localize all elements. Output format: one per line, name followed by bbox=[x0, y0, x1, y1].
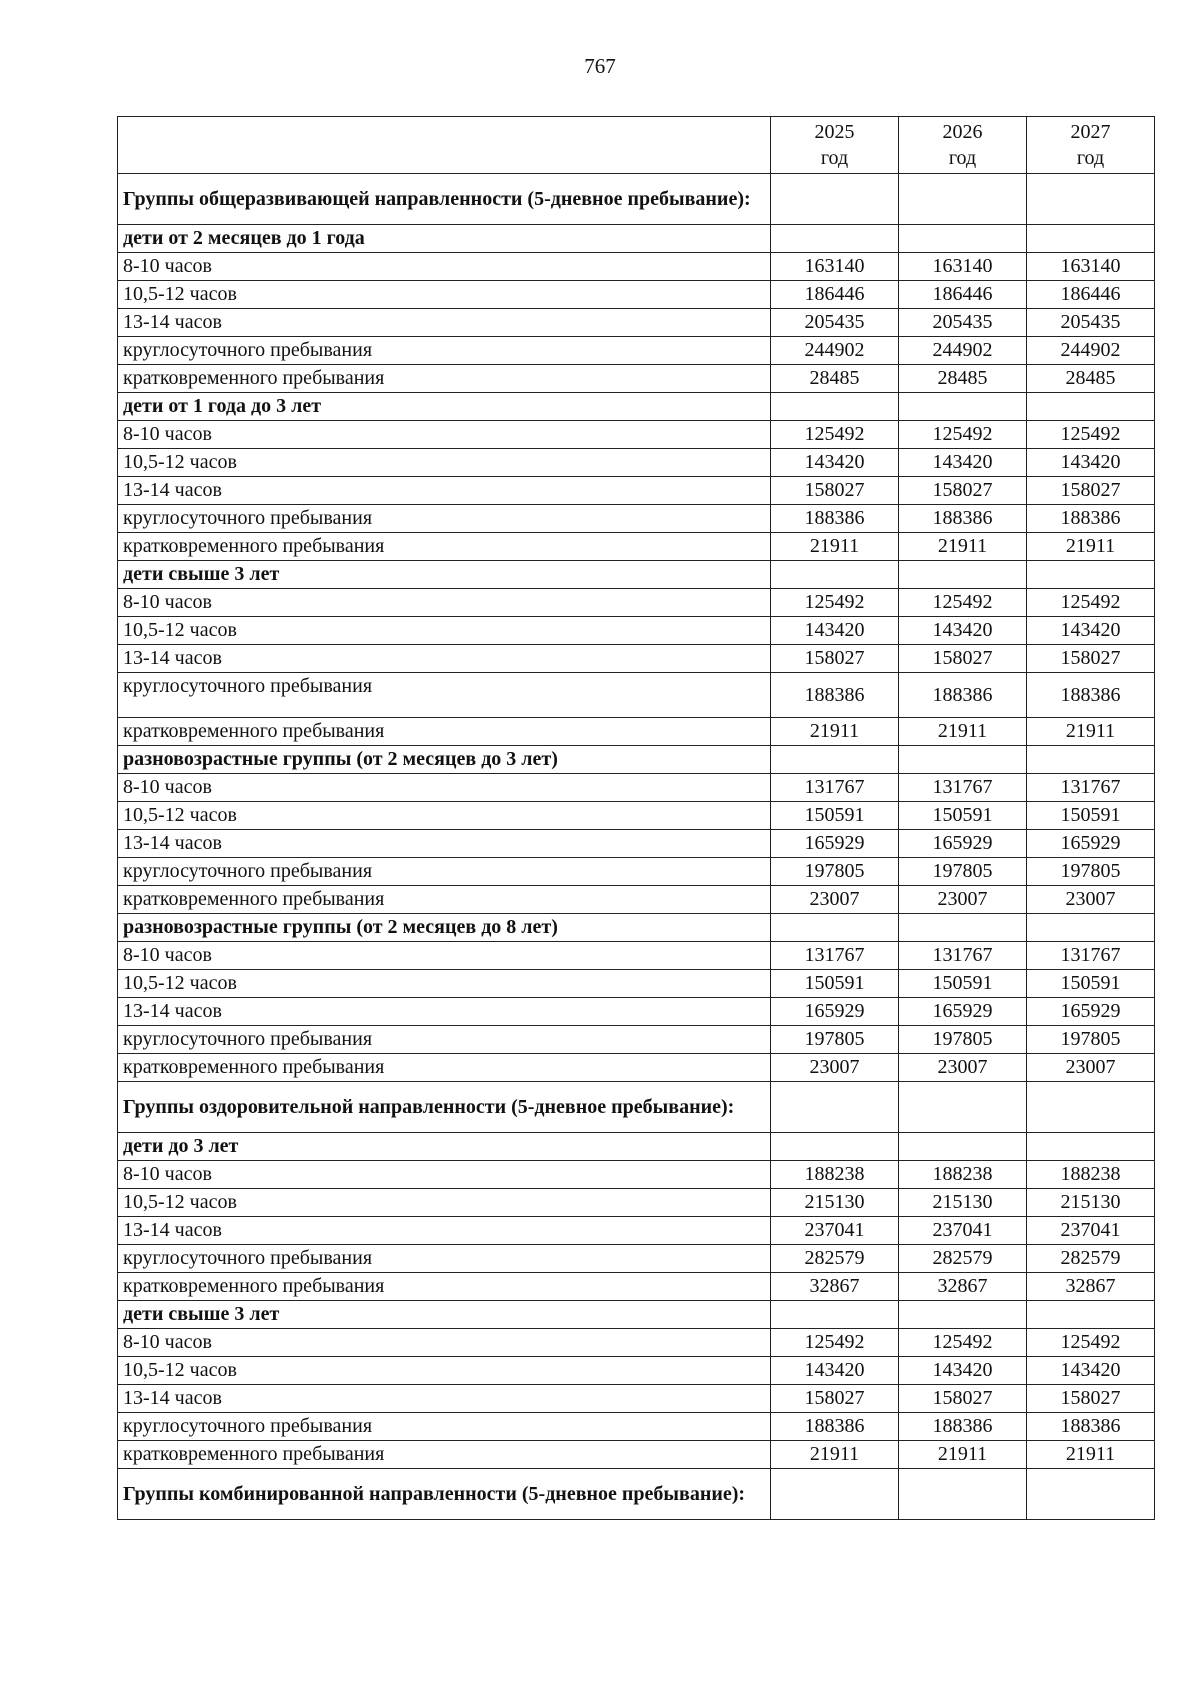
value-cell: 125492 bbox=[771, 421, 899, 449]
value-cell: 163140 bbox=[1027, 253, 1155, 281]
header-label-cell bbox=[118, 117, 771, 174]
value-cell: 143420 bbox=[771, 1357, 899, 1385]
value-cell: 188386 bbox=[1027, 673, 1155, 718]
table-row bbox=[118, 505, 1155, 533]
value-cell: 197805 bbox=[1027, 1026, 1155, 1054]
header-year: 2027 bbox=[1070, 121, 1111, 143]
header-row bbox=[118, 117, 1155, 174]
value-cell: 188386 bbox=[899, 1413, 1027, 1441]
value-cell: 188386 bbox=[771, 673, 899, 718]
row-label: 8-10 часов bbox=[118, 774, 771, 802]
value-cell: 163140 bbox=[771, 253, 899, 281]
row-label: 8-10 часов bbox=[118, 589, 771, 617]
value-cell: 125492 bbox=[899, 1329, 1027, 1357]
header-year-unit: год bbox=[820, 147, 849, 169]
table-row bbox=[118, 365, 1155, 393]
empty-cell bbox=[771, 1133, 899, 1161]
empty-cell bbox=[899, 746, 1027, 774]
table-row bbox=[118, 533, 1155, 561]
table-row bbox=[118, 449, 1155, 477]
empty-cell bbox=[899, 914, 1027, 942]
value-cell: 237041 bbox=[771, 1217, 899, 1245]
table-row bbox=[118, 1413, 1155, 1441]
value-cell: 28485 bbox=[771, 365, 899, 393]
table-row bbox=[118, 1273, 1155, 1301]
value-cell: 188238 bbox=[771, 1161, 899, 1189]
table-row bbox=[118, 1026, 1155, 1054]
empty-cell bbox=[899, 561, 1027, 589]
value-cell: 237041 bbox=[1027, 1217, 1155, 1245]
row-label: кратковременного пребывания bbox=[118, 365, 771, 393]
row-label: круглосуточного пребывания bbox=[118, 673, 771, 718]
table-row bbox=[118, 477, 1155, 505]
row-label: 13-14 часов bbox=[118, 477, 771, 505]
row-label: круглосуточного пребывания bbox=[118, 1413, 771, 1441]
value-cell: 23007 bbox=[899, 1054, 1027, 1082]
row-label: круглосуточного пребывания bbox=[118, 858, 771, 886]
table-row bbox=[118, 802, 1155, 830]
value-cell: 143420 bbox=[771, 617, 899, 645]
value-cell: 23007 bbox=[771, 886, 899, 914]
value-cell: 21911 bbox=[899, 533, 1027, 561]
empty-cell bbox=[899, 1469, 1027, 1520]
row-label: кратковременного пребывания bbox=[118, 1273, 771, 1301]
value-cell: 131767 bbox=[771, 942, 899, 970]
value-cell: 282579 bbox=[899, 1245, 1027, 1273]
table-section-row bbox=[118, 225, 1155, 253]
value-cell: 131767 bbox=[771, 774, 899, 802]
value-cell: 143420 bbox=[1027, 617, 1155, 645]
value-cell: 197805 bbox=[771, 858, 899, 886]
empty-cell bbox=[771, 393, 899, 421]
value-cell: 21911 bbox=[899, 718, 1027, 746]
value-cell: 197805 bbox=[899, 858, 1027, 886]
value-cell: 197805 bbox=[899, 1026, 1027, 1054]
table-row bbox=[118, 998, 1155, 1026]
table-row bbox=[118, 970, 1155, 998]
table-section-row bbox=[118, 393, 1155, 421]
empty-cell bbox=[899, 1133, 1027, 1161]
table-section-row bbox=[118, 561, 1155, 589]
empty-cell bbox=[899, 225, 1027, 253]
value-cell: 150591 bbox=[899, 970, 1027, 998]
row-label: 10,5-12 часов bbox=[118, 449, 771, 477]
value-cell: 21911 bbox=[771, 1441, 899, 1469]
table-row bbox=[118, 1357, 1155, 1385]
row-label: кратковременного пребывания bbox=[118, 886, 771, 914]
table-row bbox=[118, 309, 1155, 337]
section-heading: дети свыше 3 лет bbox=[118, 561, 771, 589]
row-label: кратковременного пребывания bbox=[118, 533, 771, 561]
value-cell: 21911 bbox=[1027, 718, 1155, 746]
empty-cell bbox=[1027, 1133, 1155, 1161]
value-cell: 165929 bbox=[899, 998, 1027, 1026]
section-heading: Группы комбинированной направленности (5-дневное пребывание): bbox=[118, 1469, 771, 1520]
value-cell: 21911 bbox=[1027, 1441, 1155, 1469]
section-heading: дети от 1 года до 3 лет bbox=[118, 393, 771, 421]
value-cell: 131767 bbox=[899, 942, 1027, 970]
value-cell: 188386 bbox=[1027, 505, 1155, 533]
value-cell: 125492 bbox=[899, 421, 1027, 449]
value-cell: 237041 bbox=[899, 1217, 1027, 1245]
table-section-row bbox=[118, 1082, 1155, 1133]
value-cell: 125492 bbox=[899, 589, 1027, 617]
value-cell: 215130 bbox=[899, 1189, 1027, 1217]
value-cell: 215130 bbox=[1027, 1189, 1155, 1217]
table-row bbox=[118, 281, 1155, 309]
value-cell: 186446 bbox=[1027, 281, 1155, 309]
table-row bbox=[118, 858, 1155, 886]
empty-cell bbox=[1027, 1469, 1155, 1520]
value-cell: 125492 bbox=[1027, 421, 1155, 449]
value-cell: 205435 bbox=[899, 309, 1027, 337]
empty-cell bbox=[899, 1301, 1027, 1329]
row-label: круглосуточного пребывания bbox=[118, 1026, 771, 1054]
table-row bbox=[118, 774, 1155, 802]
table-row bbox=[118, 1161, 1155, 1189]
empty-cell bbox=[1027, 225, 1155, 253]
empty-cell bbox=[1027, 746, 1155, 774]
empty-cell bbox=[899, 393, 1027, 421]
value-cell: 186446 bbox=[899, 281, 1027, 309]
header-year: 2025 bbox=[814, 121, 855, 143]
value-cell: 143420 bbox=[899, 617, 1027, 645]
page-number: 767 bbox=[584, 54, 616, 78]
header-year-unit: год bbox=[948, 147, 977, 169]
section-heading: Группы оздоровительной направленности (5-дневное пребывание): bbox=[118, 1082, 771, 1133]
value-cell: 158027 bbox=[771, 1385, 899, 1413]
value-cell: 188386 bbox=[899, 505, 1027, 533]
value-cell: 188386 bbox=[771, 1413, 899, 1441]
value-cell: 143420 bbox=[899, 1357, 1027, 1385]
value-cell: 244902 bbox=[1027, 337, 1155, 365]
tariff-table bbox=[117, 116, 1155, 1520]
empty-cell bbox=[771, 1301, 899, 1329]
header-year-unit: год bbox=[1076, 147, 1105, 169]
value-cell: 143420 bbox=[771, 449, 899, 477]
value-cell: 158027 bbox=[1027, 1385, 1155, 1413]
value-cell: 21911 bbox=[771, 718, 899, 746]
row-label: 10,5-12 часов bbox=[118, 1357, 771, 1385]
value-cell: 23007 bbox=[1027, 886, 1155, 914]
value-cell: 125492 bbox=[771, 589, 899, 617]
value-cell: 244902 bbox=[771, 337, 899, 365]
empty-cell bbox=[1027, 561, 1155, 589]
row-label: круглосуточного пребывания bbox=[118, 337, 771, 365]
header-year: 2026 bbox=[942, 121, 983, 143]
table-row bbox=[118, 1385, 1155, 1413]
value-cell: 143420 bbox=[1027, 449, 1155, 477]
section-heading: дети от 2 месяцев до 1 года bbox=[118, 225, 771, 253]
empty-cell bbox=[771, 225, 899, 253]
table-section-row bbox=[118, 1133, 1155, 1161]
value-cell: 165929 bbox=[1027, 998, 1155, 1026]
value-cell: 215130 bbox=[771, 1189, 899, 1217]
value-cell: 165929 bbox=[771, 830, 899, 858]
table-row bbox=[118, 830, 1155, 858]
section-heading: разновозрастные группы (от 2 месяцев до 8 лет) bbox=[118, 914, 771, 942]
empty-cell bbox=[899, 1082, 1027, 1133]
row-label: 8-10 часов bbox=[118, 253, 771, 281]
table-row bbox=[118, 337, 1155, 365]
row-label: 10,5-12 часов bbox=[118, 970, 771, 998]
value-cell: 32867 bbox=[771, 1273, 899, 1301]
row-label: кратковременного пребывания bbox=[118, 1054, 771, 1082]
value-cell: 28485 bbox=[899, 365, 1027, 393]
table-section-row bbox=[118, 174, 1155, 225]
table-section-row bbox=[118, 1469, 1155, 1520]
empty-cell bbox=[771, 174, 899, 225]
empty-cell bbox=[1027, 1082, 1155, 1133]
table-row bbox=[118, 1217, 1155, 1245]
header-year-cell bbox=[1027, 117, 1155, 174]
row-label: 8-10 часов bbox=[118, 1329, 771, 1357]
value-cell: 205435 bbox=[771, 309, 899, 337]
value-cell: 23007 bbox=[771, 1054, 899, 1082]
value-cell: 32867 bbox=[899, 1273, 1027, 1301]
empty-cell bbox=[771, 1469, 899, 1520]
row-label: 8-10 часов bbox=[118, 1161, 771, 1189]
value-cell: 125492 bbox=[771, 1329, 899, 1357]
value-cell: 188386 bbox=[771, 505, 899, 533]
table-row bbox=[118, 253, 1155, 281]
value-cell: 21911 bbox=[1027, 533, 1155, 561]
table-row bbox=[118, 617, 1155, 645]
value-cell: 197805 bbox=[771, 1026, 899, 1054]
table-row bbox=[118, 673, 1155, 718]
row-label: 8-10 часов bbox=[118, 421, 771, 449]
value-cell: 158027 bbox=[899, 1385, 1027, 1413]
row-label: 13-14 часов bbox=[118, 998, 771, 1026]
row-label: круглосуточного пребывания bbox=[118, 1245, 771, 1273]
row-label: 13-14 часов bbox=[118, 830, 771, 858]
value-cell: 150591 bbox=[771, 802, 899, 830]
value-cell: 188386 bbox=[899, 673, 1027, 718]
value-cell: 23007 bbox=[899, 886, 1027, 914]
table-section-row bbox=[118, 914, 1155, 942]
value-cell: 150591 bbox=[771, 970, 899, 998]
empty-cell bbox=[771, 1082, 899, 1133]
table-row bbox=[118, 886, 1155, 914]
row-label: 13-14 часов bbox=[118, 1217, 771, 1245]
value-cell: 165929 bbox=[771, 998, 899, 1026]
value-cell: 131767 bbox=[1027, 942, 1155, 970]
header-year-cell bbox=[771, 117, 899, 174]
value-cell: 282579 bbox=[771, 1245, 899, 1273]
value-cell: 23007 bbox=[1027, 1054, 1155, 1082]
value-cell: 165929 bbox=[1027, 830, 1155, 858]
row-label: кратковременного пребывания bbox=[118, 718, 771, 746]
section-heading: разновозрастные группы (от 2 месяцев до 3 лет) bbox=[118, 746, 771, 774]
value-cell: 150591 bbox=[1027, 970, 1155, 998]
value-cell: 163140 bbox=[899, 253, 1027, 281]
value-cell: 158027 bbox=[771, 645, 899, 673]
table-row bbox=[118, 1245, 1155, 1273]
row-label: 13-14 часов bbox=[118, 309, 771, 337]
row-label: 8-10 часов bbox=[118, 942, 771, 970]
value-cell: 188386 bbox=[1027, 1413, 1155, 1441]
value-cell: 125492 bbox=[1027, 1329, 1155, 1357]
row-label: кратковременного пребывания bbox=[118, 1441, 771, 1469]
table-row bbox=[118, 421, 1155, 449]
value-cell: 244902 bbox=[899, 337, 1027, 365]
value-cell: 150591 bbox=[899, 802, 1027, 830]
value-cell: 158027 bbox=[1027, 477, 1155, 505]
table-section-row bbox=[118, 1301, 1155, 1329]
row-label: 10,5-12 часов bbox=[118, 281, 771, 309]
empty-cell bbox=[1027, 393, 1155, 421]
empty-cell bbox=[771, 746, 899, 774]
value-cell: 188238 bbox=[899, 1161, 1027, 1189]
value-cell: 158027 bbox=[1027, 645, 1155, 673]
value-cell: 32867 bbox=[1027, 1273, 1155, 1301]
value-cell: 28485 bbox=[1027, 365, 1155, 393]
value-cell: 205435 bbox=[1027, 309, 1155, 337]
value-cell: 165929 bbox=[899, 830, 1027, 858]
row-label: 10,5-12 часов bbox=[118, 1189, 771, 1217]
table-row bbox=[118, 1329, 1155, 1357]
value-cell: 131767 bbox=[1027, 774, 1155, 802]
empty-cell bbox=[771, 561, 899, 589]
value-cell: 282579 bbox=[1027, 1245, 1155, 1273]
header-year-cell bbox=[899, 117, 1027, 174]
empty-cell bbox=[1027, 914, 1155, 942]
empty-cell bbox=[1027, 174, 1155, 225]
empty-cell bbox=[899, 174, 1027, 225]
section-heading: Группы общеразвивающей направленности (5-дневное пребывание): bbox=[118, 174, 771, 225]
empty-cell bbox=[771, 914, 899, 942]
row-label: круглосуточного пребывания bbox=[118, 505, 771, 533]
table-section-row bbox=[118, 746, 1155, 774]
table-row bbox=[118, 589, 1155, 617]
value-cell: 158027 bbox=[899, 645, 1027, 673]
table-row bbox=[118, 942, 1155, 970]
value-cell: 21911 bbox=[899, 1441, 1027, 1469]
value-cell: 158027 bbox=[899, 477, 1027, 505]
value-cell: 197805 bbox=[1027, 858, 1155, 886]
value-cell: 21911 bbox=[771, 533, 899, 561]
value-cell: 186446 bbox=[771, 281, 899, 309]
value-cell: 125492 bbox=[1027, 589, 1155, 617]
table-row bbox=[118, 645, 1155, 673]
table-row bbox=[118, 1189, 1155, 1217]
empty-cell bbox=[1027, 1301, 1155, 1329]
value-cell: 188238 bbox=[1027, 1161, 1155, 1189]
row-label: 10,5-12 часов bbox=[118, 617, 771, 645]
table-row bbox=[118, 1054, 1155, 1082]
section-heading: дети свыше 3 лет bbox=[118, 1301, 771, 1329]
section-heading: дети до 3 лет bbox=[118, 1133, 771, 1161]
value-cell: 150591 bbox=[1027, 802, 1155, 830]
table-body bbox=[118, 174, 1155, 1520]
table-row bbox=[118, 718, 1155, 746]
value-cell: 143420 bbox=[899, 449, 1027, 477]
row-label: 10,5-12 часов bbox=[118, 802, 771, 830]
value-cell: 143420 bbox=[1027, 1357, 1155, 1385]
table-row bbox=[118, 1441, 1155, 1469]
row-label: 13-14 часов bbox=[118, 645, 771, 673]
value-cell: 158027 bbox=[771, 477, 899, 505]
value-cell: 131767 bbox=[899, 774, 1027, 802]
row-label: 13-14 часов bbox=[118, 1385, 771, 1413]
